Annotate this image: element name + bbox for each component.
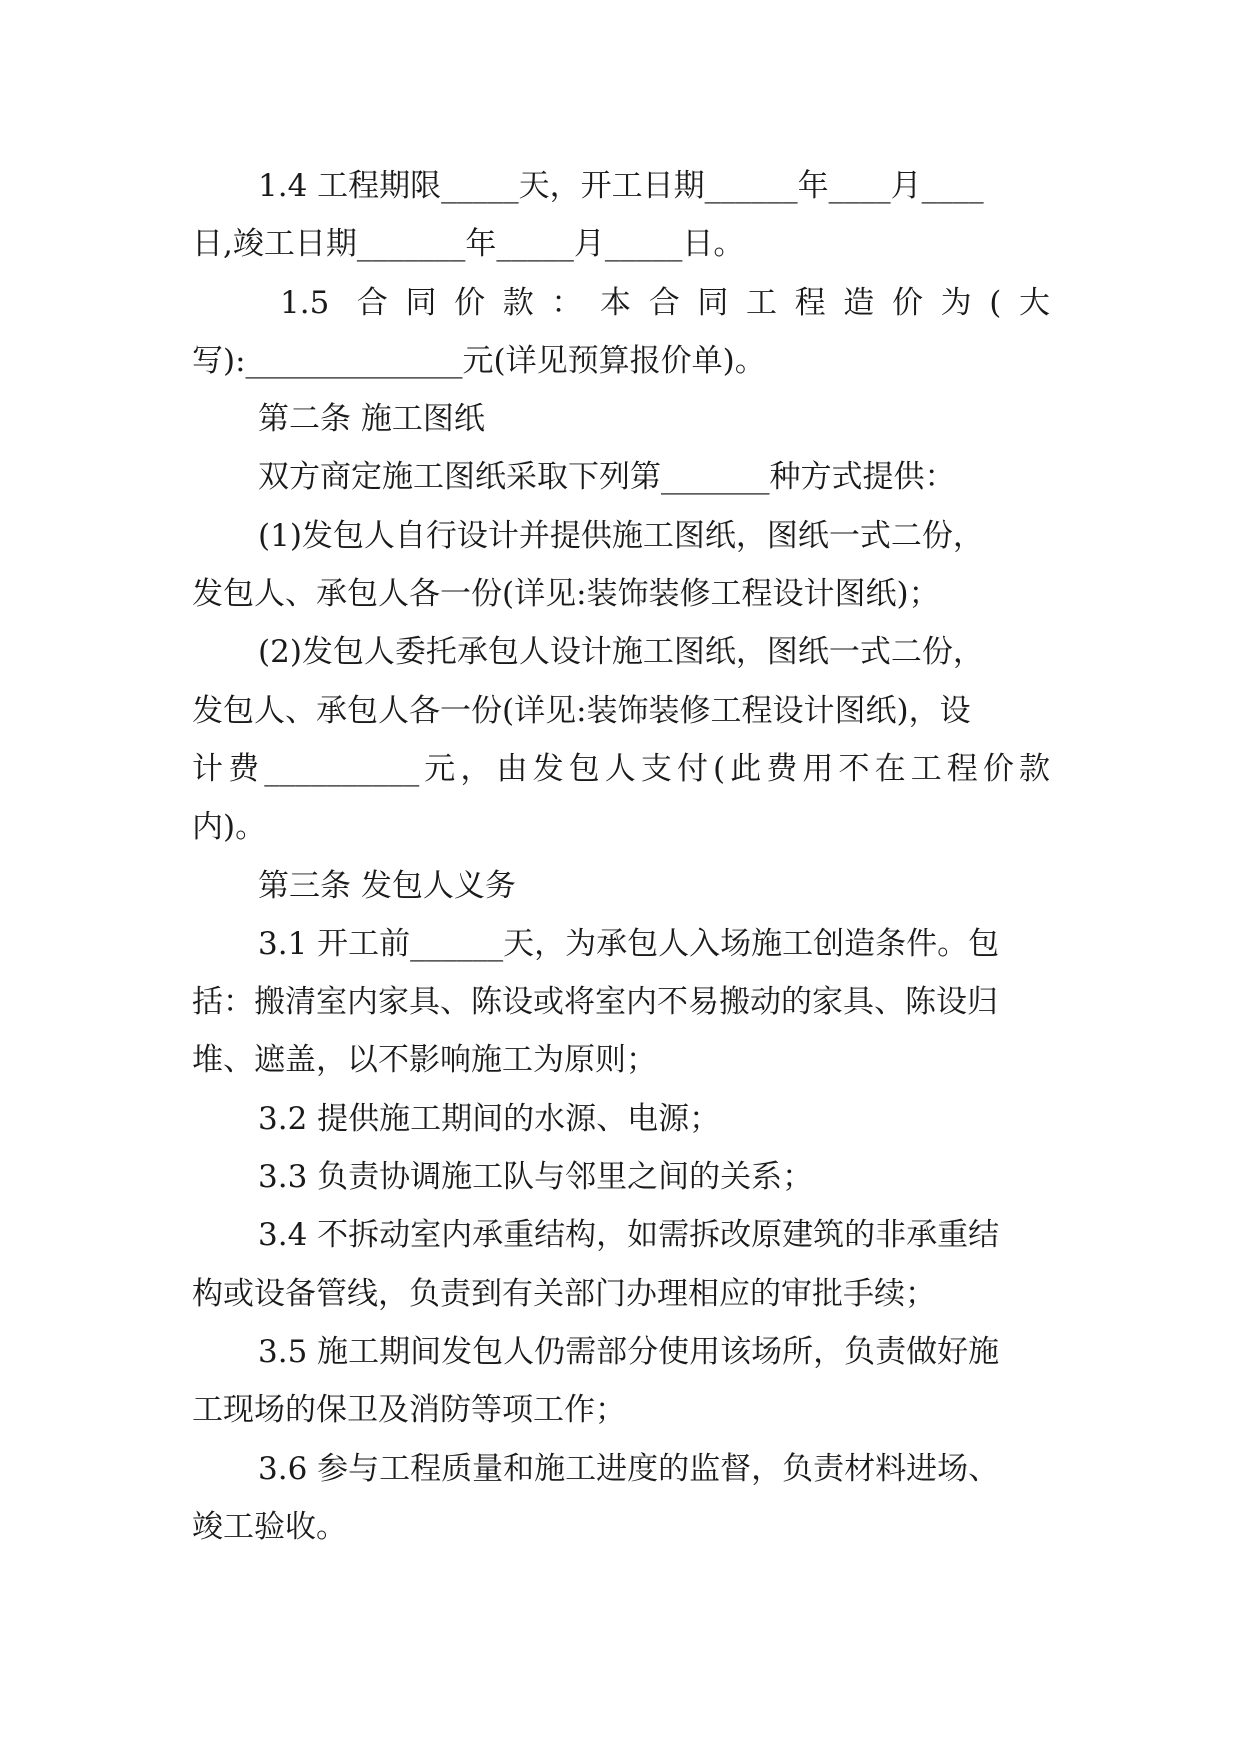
- clause-3-6: [192, 1440, 1050, 1557]
- clause-1-4: [192, 157, 1050, 274]
- option-2-line-1: (2)发包人委托承包人设计施工图纸，图纸一式二份，: [258, 634, 984, 671]
- clause-3-5: [192, 1323, 1050, 1440]
- clause-1-5-line-2: 写):______________元(详见预算报价单)。: [192, 342, 766, 379]
- clause-3-5-line-1: 3.5 施工期间发包人仍需部分使用该场所，负责做好施: [258, 1333, 1000, 1370]
- clause-3-1: [192, 915, 1050, 1090]
- option-1-line-2: 发包人、承包人各一份(详见:装饰装修工程设计图纸)；: [192, 576, 940, 613]
- clause-3-6-line-1: 3.6 参与工程质量和施工进度的监督，负责材料进场、: [258, 1450, 1000, 1487]
- option-2: [192, 623, 1050, 856]
- article-3-heading: 第三条 发包人义务: [258, 867, 516, 904]
- clause-3-4-line-2: 构或设备管线，负责到有关部门办理相应的审批手续；: [192, 1275, 936, 1312]
- clause-3-1-line-3: 堆、遮盖，以不影响施工为原则；: [192, 1042, 657, 1079]
- clause-3-6-line-2: 竣工验收。: [192, 1508, 347, 1545]
- clause-3-5-line-2: 工现场的保卫及消防等项工作；: [192, 1392, 626, 1429]
- clause-3-3: 3.3 负责协调施工队与邻里之间的关系；: [258, 1159, 814, 1196]
- clause-1-5: [192, 274, 1050, 391]
- clause-1-5-line-1: 1.5 合同价款：本合同工程造价为(大: [280, 284, 1050, 321]
- article-2-heading: 第二条 施工图纸: [258, 401, 485, 438]
- clause-3-2: 3.2 提供施工期间的水源、电源；: [258, 1100, 721, 1137]
- option-2-line-2: 发包人、承包人各一份(详见:装饰装修工程设计图纸)，设: [192, 692, 971, 729]
- clause-3-1-line-2: 括：搬清室内家具、陈设或将室内不易搬动的家具、陈设归: [192, 984, 998, 1021]
- clause-3-4: [192, 1206, 1050, 1323]
- option-1-line-1: (1)发包人自行设计并提供施工图纸，图纸一式二份，: [258, 517, 984, 554]
- option-1: [192, 507, 1050, 624]
- clause-1-4-line-2: 日,竣工日期_______年_____月_____日。: [192, 226, 745, 263]
- option-2-line-3: 计费__________元，由发包人支付(此费用不在工程价款: [192, 750, 1050, 787]
- clause-1-4-line-1: 1.4 工程期限_____天，开工日期______年____月____: [258, 168, 984, 204]
- clause-3-1-line-1: 3.1 开工前______天，为承包人入场施工创造条件。包: [258, 925, 1000, 962]
- article-2-intro: 双方商定施工图纸采取下列第_______种方式提供：: [258, 459, 956, 496]
- clause-3-4-line-1: 3.4 不拆动室内承重结构，如需拆改原建筑的非承重结: [258, 1217, 1000, 1254]
- contract-body: [192, 157, 1050, 1556]
- option-2-line-4: 内)。: [192, 809, 267, 846]
